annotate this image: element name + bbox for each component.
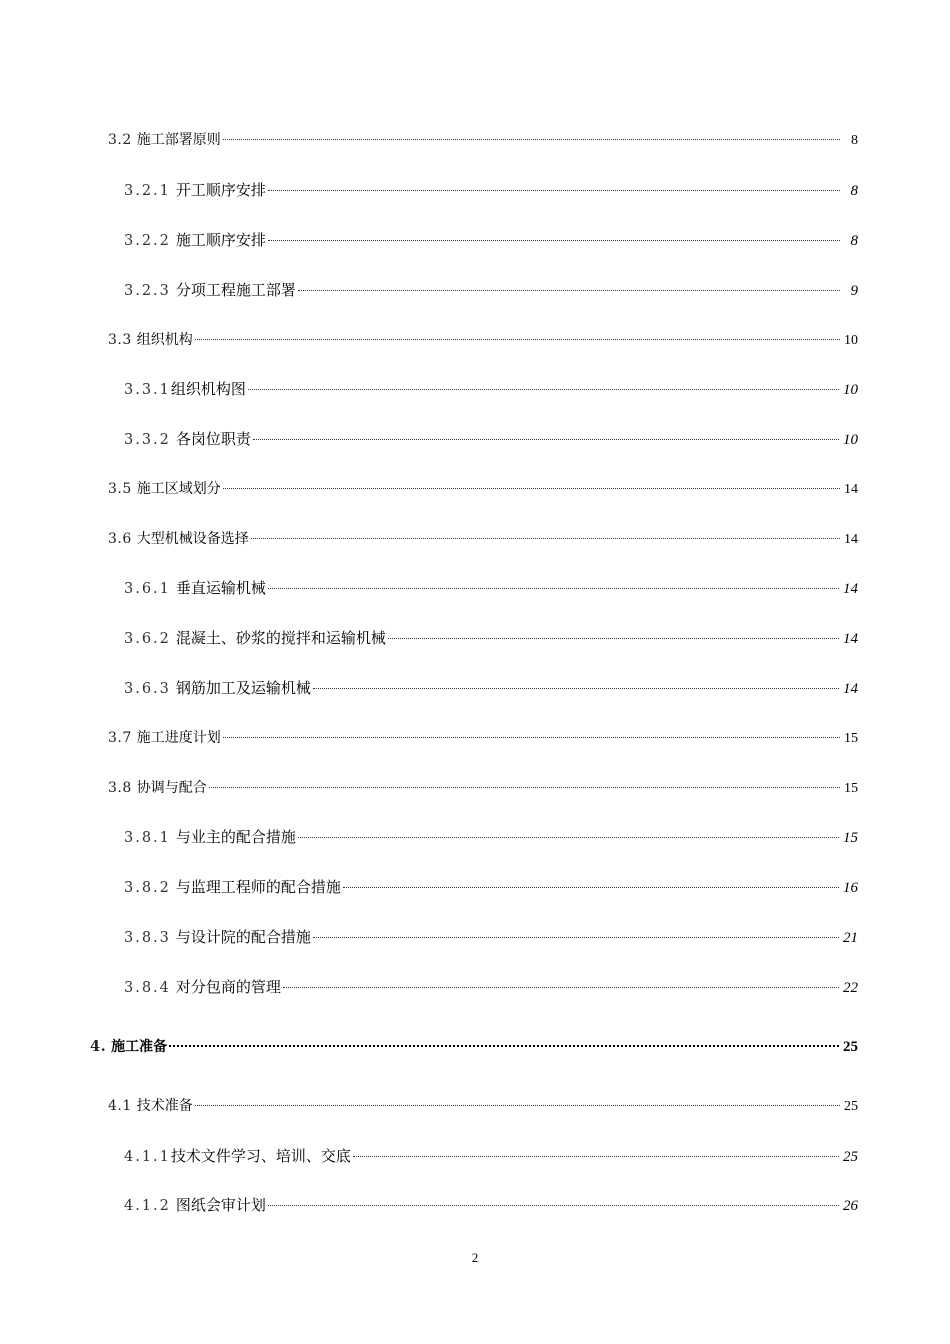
toc-entry[interactable] [124, 577, 858, 599]
toc-entry[interactable] [124, 976, 858, 998]
toc-entry-title: 协调与配合 [136, 780, 207, 796]
toc-entry-page: 15 [844, 781, 858, 796]
toc-entry-title: 技术文件学习、培训、交底 [170, 1147, 351, 1165]
dot-leader [298, 837, 839, 838]
toc-entry-title: 大型机械设备选择 [136, 531, 249, 547]
toc-entry-page: 15 [843, 830, 858, 846]
dot-leader [223, 488, 840, 489]
toc-entry[interactable] [124, 677, 858, 699]
toc-entry-number: 3.3.2 [124, 432, 171, 448]
toc-entry[interactable] [124, 926, 858, 948]
toc-entry-page: 10 [843, 432, 858, 448]
toc-entry-title: 与监理工程师的配合措施 [175, 878, 341, 896]
toc-entry-number: 3.2.2 [124, 233, 171, 249]
toc-entry-page: 25 [844, 1099, 858, 1114]
dot-leader [268, 190, 840, 191]
toc-entry-page: 14 [844, 532, 858, 547]
toc-entry-title: 混凝土、砂浆的搅拌和运输机械 [175, 629, 386, 647]
toc-entry-number: 4.1.2 [124, 1198, 171, 1214]
dot-leader [353, 1156, 839, 1157]
toc-entry-number: 3.2.1 [124, 183, 171, 199]
dot-leader [223, 737, 840, 738]
dot-leader [268, 1205, 839, 1206]
toc-entry-number: 3.8.4 [124, 980, 171, 996]
dot-leader [298, 290, 840, 291]
toc-entry[interactable] [124, 826, 858, 848]
toc-entry-number: 3.2 [108, 132, 132, 148]
toc-entry-number: 4. [90, 1038, 107, 1055]
toc-entry-title: 分项工程施工部署 [175, 281, 296, 299]
dot-leader [268, 240, 840, 241]
toc-entry-title: 技术准备 [136, 1098, 193, 1114]
toc-entry-title: 施工区域划分 [136, 481, 221, 497]
dot-leader [223, 139, 840, 140]
toc-entry-number: 4.1 [108, 1098, 132, 1114]
toc-entry[interactable] [124, 229, 858, 251]
dot-leader [343, 887, 839, 888]
toc-entry-title: 施工部署原则 [136, 132, 221, 148]
toc-entry-number: 3.8.1 [124, 830, 171, 846]
toc-entry[interactable] [124, 179, 858, 201]
toc-entry-number: 3.5 [108, 481, 132, 497]
dot-leader [195, 339, 840, 340]
toc-entry[interactable] [108, 727, 858, 749]
toc-entry[interactable] [108, 528, 858, 550]
toc-entry-number: 3.8.2 [124, 880, 171, 896]
toc-entry-number: 3.6.3 [124, 681, 171, 697]
toc-entry-number: 3.6.2 [124, 631, 171, 647]
toc-entry[interactable] [90, 1036, 858, 1058]
toc-entry-number: 3.8.3 [124, 930, 171, 946]
toc-entry-title: 与设计院的配合措施 [175, 928, 311, 946]
toc-entry-number: 3.3.1 [124, 382, 171, 398]
toc-entry-number: 3.8 [108, 780, 132, 796]
toc-entry[interactable] [108, 777, 858, 799]
toc-entry-page: 15 [844, 731, 858, 746]
toc-entry-page: 8 [850, 183, 858, 199]
toc-entry-title: 对分包商的管理 [175, 978, 281, 996]
toc-entry-title: 钢筋加工及运输机械 [175, 679, 311, 697]
toc-entry[interactable] [108, 129, 858, 151]
toc-entry-page: 22 [843, 980, 858, 996]
toc-entry[interactable] [124, 279, 858, 301]
dot-leader [268, 588, 839, 589]
toc-entry[interactable] [124, 627, 858, 649]
toc-entry[interactable] [108, 478, 858, 500]
toc-entry-title: 组织机构图 [170, 380, 246, 398]
dot-leader [253, 439, 839, 440]
dot-leader [313, 688, 839, 689]
toc-entry-number: 3.7 [108, 730, 132, 746]
dot-leader [169, 1045, 839, 1047]
toc-entry-page: 14 [843, 631, 858, 647]
toc-entry-page: 16 [843, 880, 858, 896]
toc-entry-page: 25 [843, 1039, 858, 1055]
toc-entry-number: 3.3 [108, 332, 132, 348]
toc-entry[interactable] [108, 329, 858, 351]
dot-leader [251, 538, 840, 539]
toc-entry[interactable] [124, 378, 858, 400]
toc-entry-page: 10 [843, 382, 858, 398]
toc-entry-page: 8 [850, 233, 858, 249]
toc-entry-page: 14 [844, 482, 858, 497]
toc-entry-title: 施工准备 [111, 1039, 168, 1055]
toc-entry-number: 3.2.3 [124, 283, 171, 299]
dot-leader [195, 1105, 840, 1106]
dot-leader [313, 937, 839, 938]
toc-entry-number: 3.6 [108, 531, 132, 547]
toc-entry-title: 图纸会审计划 [175, 1196, 266, 1214]
toc-entry[interactable] [124, 1194, 858, 1216]
toc-entry-page: 9 [850, 283, 858, 299]
toc-entry-page: 8 [851, 133, 858, 148]
dot-leader [248, 389, 839, 390]
toc-entry-title: 开工顺序安排 [175, 181, 266, 199]
toc-entry-title: 施工顺序安排 [175, 231, 266, 249]
toc-entry[interactable] [124, 1145, 858, 1167]
toc-entry-number: 3.6.1 [124, 581, 171, 597]
toc-entry[interactable] [108, 1095, 858, 1117]
toc-entry-title: 垂直运输机械 [175, 579, 266, 597]
page-number: 2 [471, 1250, 479, 1265]
toc-entry-title: 与业主的配合措施 [175, 828, 296, 846]
toc-entry-page: 26 [843, 1198, 858, 1214]
dot-leader [388, 638, 839, 639]
toc-entry-title: 组织机构 [136, 332, 193, 348]
toc-entry-page: 14 [843, 581, 858, 597]
toc-entry-page: 14 [843, 681, 858, 697]
toc-entry[interactable] [124, 428, 858, 450]
toc-entry-title: 各岗位职责 [175, 430, 251, 448]
toc-entry-title: 施工进度计划 [136, 730, 221, 746]
toc-entry[interactable] [124, 876, 858, 898]
toc-entry-number: 4.1.1 [124, 1149, 171, 1165]
dot-leader [283, 987, 839, 988]
dot-leader [209, 787, 840, 788]
toc-entry-page: 25 [843, 1149, 858, 1165]
toc-entry-page: 10 [844, 333, 858, 348]
toc-entry-page: 21 [843, 930, 858, 946]
